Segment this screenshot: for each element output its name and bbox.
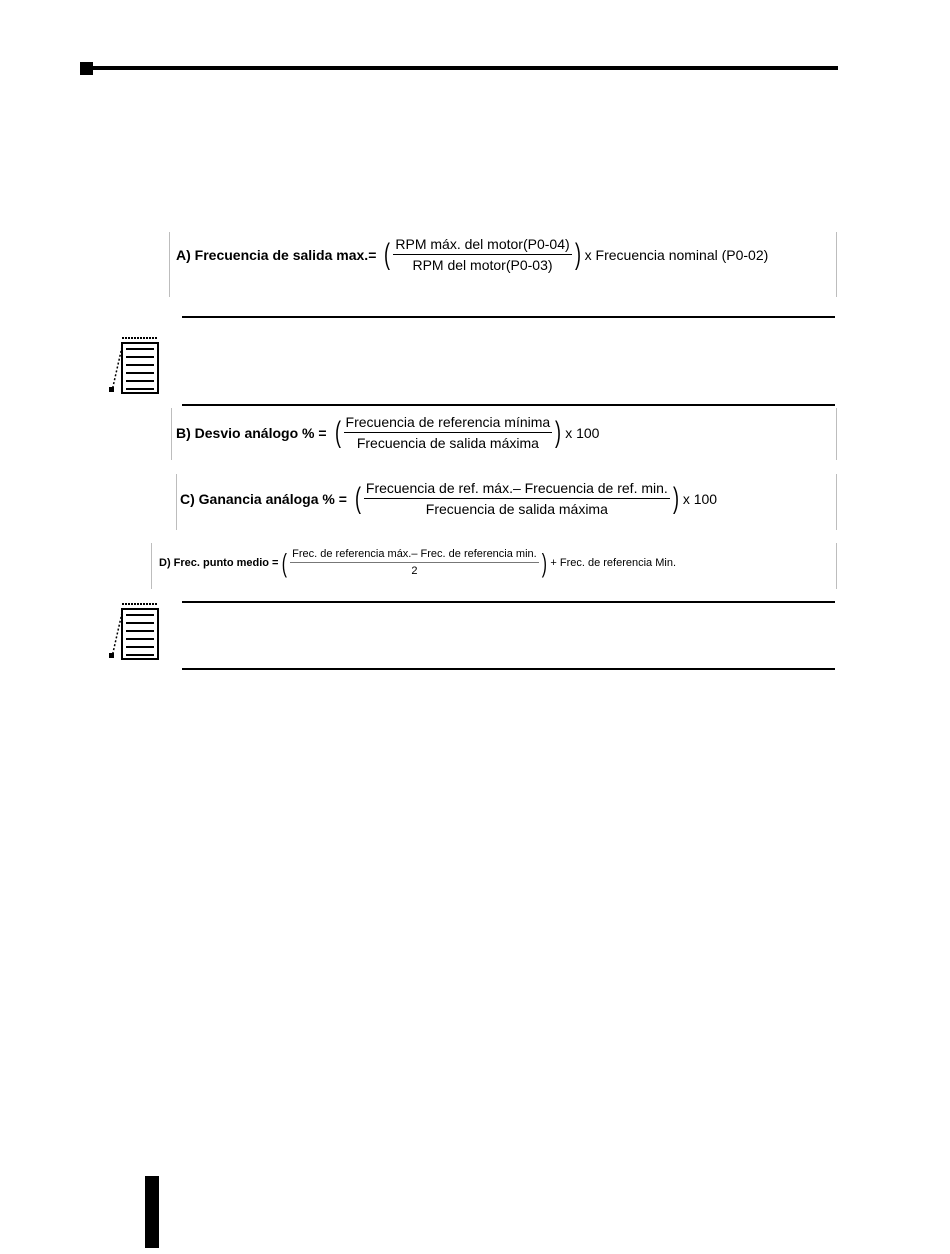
header-rule <box>92 66 838 70</box>
note-1-bottom-rule <box>182 404 835 406</box>
close-paren: ) <box>555 415 562 449</box>
note-2-bottom-rule <box>182 668 835 670</box>
formula-c <box>180 480 717 517</box>
note-1-top-rule <box>182 316 835 318</box>
formula-b <box>176 414 599 451</box>
open-paren: ( <box>384 237 391 271</box>
formula-b-label: B) Desvio análogo % = <box>176 424 327 441</box>
formula-c-denominator: Frecuencia de salida máxima <box>425 501 608 517</box>
formula-a-left-border <box>169 232 170 297</box>
formula-c-left-border <box>176 474 177 530</box>
formula-c-label: C) Ganancia análoga % = <box>180 490 347 507</box>
formula-a-denominator: RPM del motor(P0-03) <box>412 257 553 273</box>
formula-d-fraction <box>290 548 539 577</box>
formula-b-left-border <box>171 408 172 460</box>
open-paren: ( <box>334 415 341 449</box>
note-icon-graphic <box>108 335 160 395</box>
formula-c-numerator: Frecuencia de ref. máx.– Frecuencia de ref. min. <box>364 480 670 499</box>
page-edge-tab <box>145 1176 159 1248</box>
formula-d-right-border <box>836 543 837 589</box>
formula-a-tail: x Frecuencia nominal (P0-02) <box>584 246 769 263</box>
formula-c-fraction <box>364 480 670 517</box>
close-paren: ) <box>541 547 547 578</box>
formula-b-denominator: Frecuencia de salida máxima <box>356 435 539 451</box>
formula-a-numerator: RPM máx. del motor(P0-04) <box>393 236 571 255</box>
note-2-top-rule <box>182 601 835 603</box>
formula-a-right-border <box>836 232 837 297</box>
close-paren: ) <box>574 237 581 271</box>
formula-d-label: D) Frec. punto medio = <box>159 556 279 569</box>
formula-b-tail: x 100 <box>565 424 600 441</box>
formula-b-right-border <box>836 408 837 460</box>
formula-d-left-border <box>151 543 152 589</box>
close-paren: ) <box>672 481 679 515</box>
formula-a-fraction <box>393 236 571 273</box>
formula-b-numerator: Frecuencia de referencia mínima <box>344 414 553 433</box>
formula-c-tail: x 100 <box>682 490 718 507</box>
open-paren: ( <box>282 547 288 578</box>
note-icon <box>108 335 160 400</box>
formula-d-denominator: 2 <box>411 565 418 577</box>
formula-d-tail: + Frec. de referencia Min. <box>550 556 677 569</box>
formula-d <box>159 548 676 577</box>
note-icon-graphic <box>108 601 160 661</box>
formula-c-right-border <box>836 474 837 530</box>
open-paren: ( <box>354 481 361 515</box>
formula-a-label: A) Frecuencia de salida max.= <box>176 246 377 263</box>
formula-b-fraction <box>344 414 553 451</box>
note-icon <box>108 601 160 666</box>
formula-a <box>176 236 768 273</box>
formula-d-numerator: Frec. de referencia máx.– Frec. de referencia min. <box>290 548 539 563</box>
